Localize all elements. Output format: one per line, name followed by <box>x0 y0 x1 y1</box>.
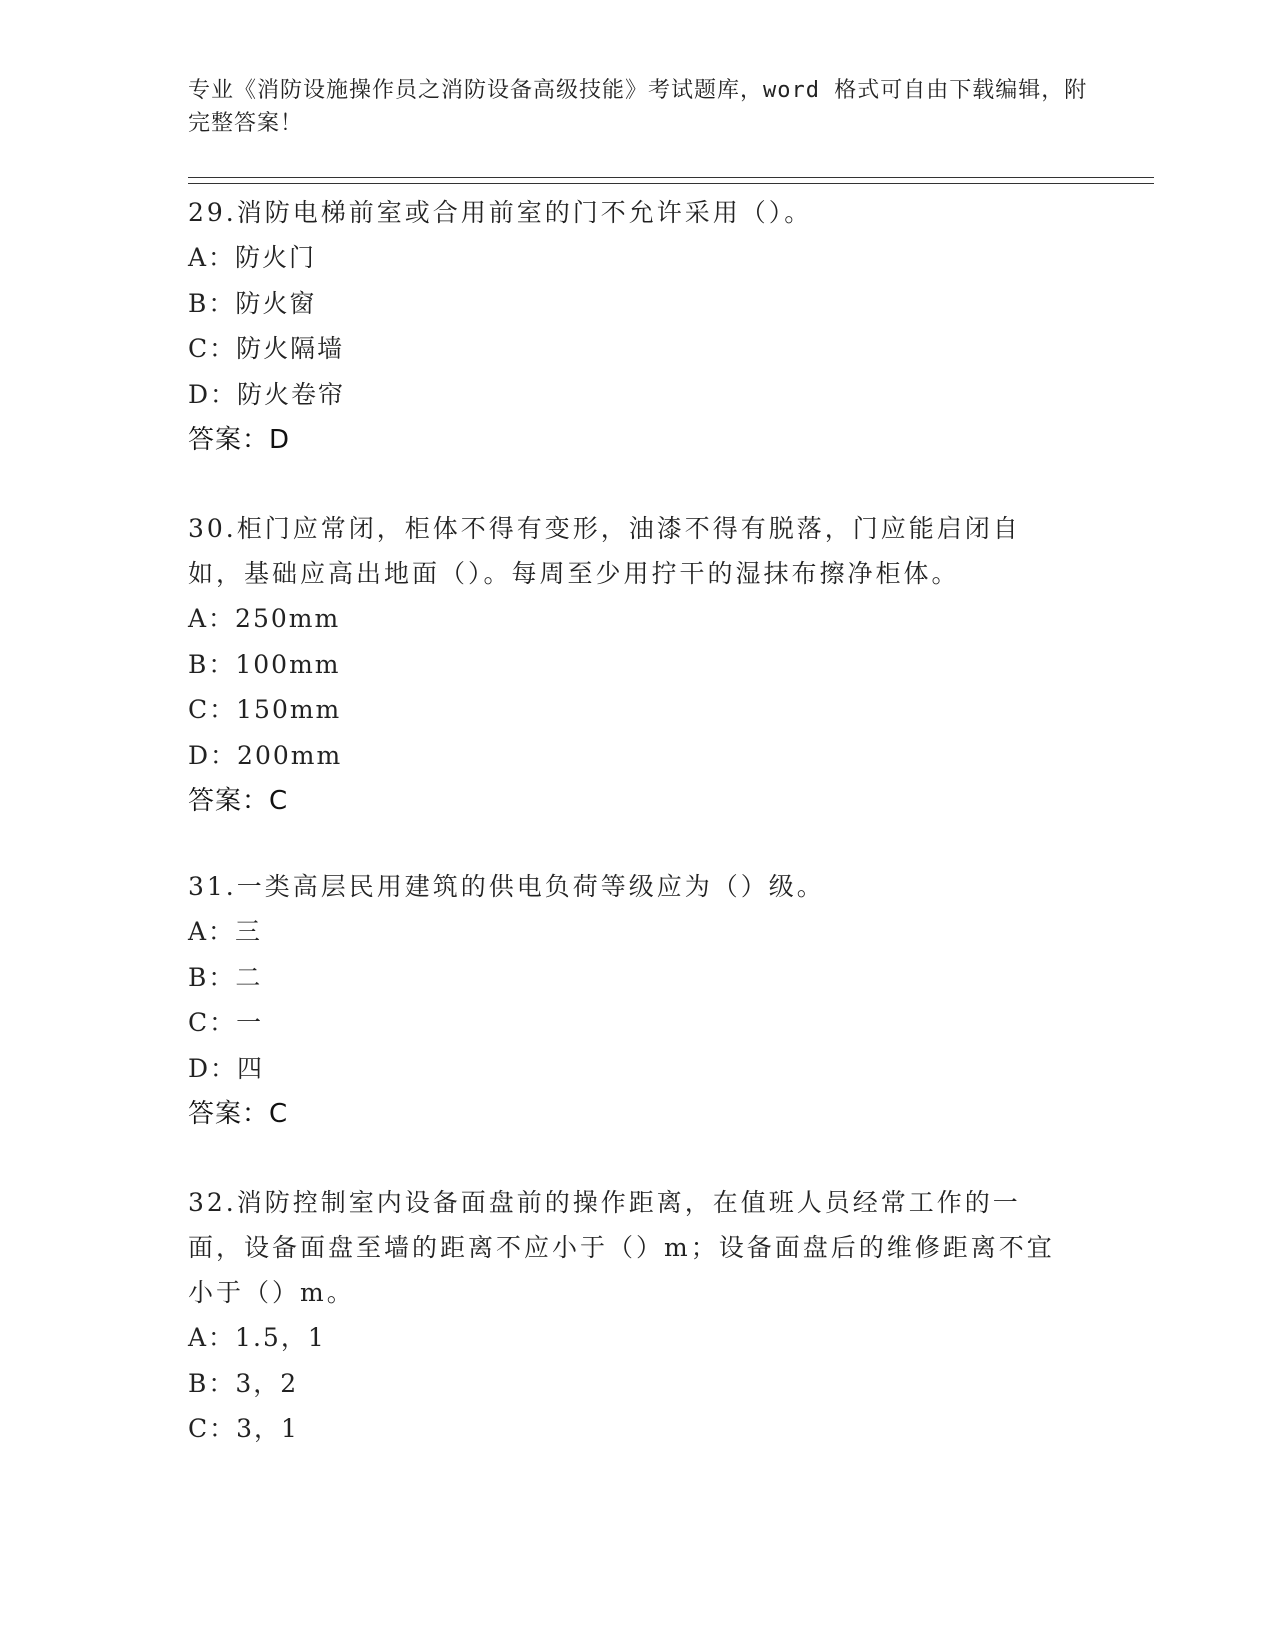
option-d: D：四 <box>188 1053 265 1083</box>
question-stem: 29.消防电梯前室或合用前室的门不允许采用（）。 <box>188 198 813 227</box>
header-divider-top <box>188 177 1154 178</box>
answer: 答案：C <box>188 1099 289 1129</box>
option-c: C：一 <box>188 1008 264 1037</box>
option-d: D：200mm <box>188 740 343 770</box>
question-stem: 31.一类高层民用建筑的供电负荷等级应为（）级。 <box>188 872 825 901</box>
document-intro: 专业《消防设施操作员之消防设备高级技能》考试题库，word 格式可自由下载编辑，附完整答案！ <box>188 78 1088 136</box>
option-b: B：3，2 <box>188 1368 299 1398</box>
question-31 <box>188 864 1068 1137</box>
option-a: A：防火门 <box>188 243 317 272</box>
option-a: A：1.5，1 <box>188 1323 326 1352</box>
option-c: C：150mm <box>188 695 342 724</box>
option-c: C：3，1 <box>188 1414 299 1443</box>
option-d: D：防火卷帘 <box>188 379 346 409</box>
question-29 <box>188 190 1068 463</box>
option-c: C：防火隔墙 <box>188 334 345 363</box>
answer: 答案：D <box>188 425 291 455</box>
option-b: B：防火窗 <box>188 288 317 318</box>
option-a: A：250mm <box>188 604 341 633</box>
header-divider-bottom <box>188 183 1154 184</box>
question-32 <box>188 1180 1068 1452</box>
option-a: A：三 <box>188 917 263 946</box>
option-b: B：100mm <box>188 649 341 679</box>
question-stem: 30.柜门应常闭，柜体不得有变形，油漆不得有脱落，门应能启闭自如，基础应高出地面（）。每周至少用拧干的湿抹布擦净柜体。 <box>188 514 1021 588</box>
answer: 答案：C <box>188 786 289 816</box>
question-stem: 32.消防控制室内设备面盘前的操作距离，在值班人员经常工作的一面，设备面盘至墙的距离不应小于（）m；设备面盘后的维修距离不宜小于（）m。 <box>188 1188 1055 1307</box>
question-30 <box>188 506 1068 824</box>
option-b: B：二 <box>188 962 263 992</box>
